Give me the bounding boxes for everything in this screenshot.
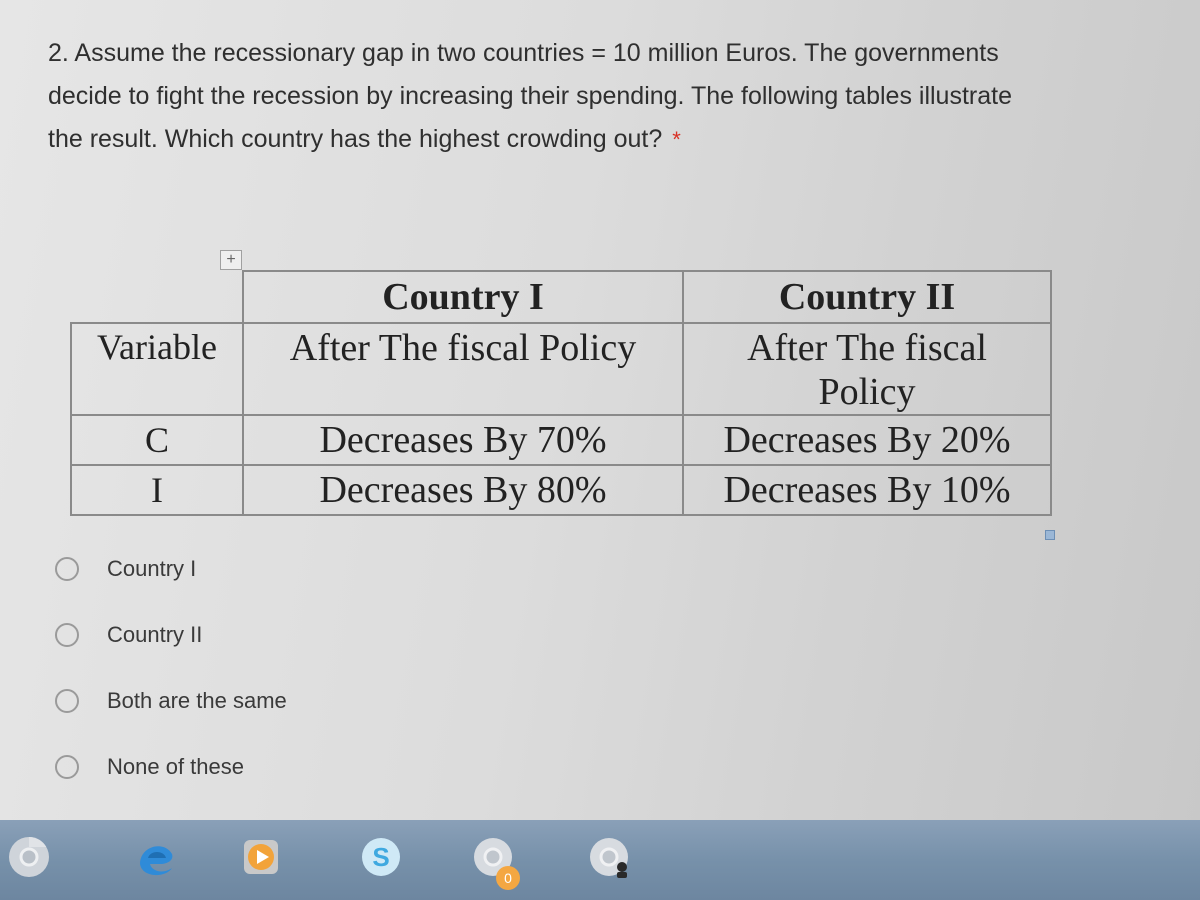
country-1-cell: Decreases By 80% (243, 465, 683, 515)
country-2-cell: Decreases By 10% (683, 465, 1051, 515)
taskbar (0, 820, 1200, 900)
question-prompt (48, 32, 1048, 161)
header-country-2: Country II (683, 271, 1051, 323)
radio-button[interactable] (55, 557, 79, 581)
edge-icon[interactable] (132, 834, 178, 880)
country-2-cell: Decreases By 20% (683, 415, 1051, 465)
skype-icon[interactable] (358, 834, 404, 880)
country-1-cell: Decreases By 70% (243, 415, 683, 465)
header-variable: Variable (71, 323, 243, 415)
image-resize-handle[interactable] (1045, 530, 1055, 540)
option-country-1[interactable] (55, 556, 196, 582)
table-corner-cell (71, 271, 243, 323)
radio-button[interactable] (55, 689, 79, 713)
notification-badge: 0 (496, 866, 520, 890)
media-player-icon[interactable] (238, 834, 284, 880)
option-none[interactable] (55, 754, 244, 780)
table-row (71, 415, 1051, 465)
image-move-handle-icon[interactable]: + (220, 250, 242, 270)
question-text: 2. Assume the recessionary gap in two countries = 10 million Euros. The governments decide to fight the recession by increasing their spending. The following tables illustrate the result. Which country has the highest crowding out? (48, 39, 1012, 153)
question-image (70, 250, 1055, 540)
option-label: None of these (107, 754, 244, 779)
variable-cell: I (71, 465, 243, 515)
chrome-profile-icon[interactable] (586, 834, 632, 880)
svg-text:S: S (372, 842, 390, 872)
radio-button[interactable] (55, 623, 79, 647)
option-label: Country I (107, 556, 197, 581)
header-sub-2: After The fiscal Policy (683, 323, 1051, 415)
option-label: Country II (107, 622, 203, 647)
required-asterisk: * (672, 127, 681, 152)
option-label: Both are the same (107, 688, 287, 713)
header-country-1: Country I (243, 271, 683, 323)
radio-button[interactable] (55, 755, 79, 779)
chrome-icon[interactable] (6, 834, 52, 880)
option-country-2[interactable] (55, 622, 202, 648)
option-both-same[interactable] (55, 688, 287, 714)
table-row (71, 465, 1051, 515)
header-sub-1: After The fiscal Policy (243, 323, 683, 415)
variable-cell: C (71, 415, 243, 465)
fiscal-policy-table (70, 270, 1052, 516)
